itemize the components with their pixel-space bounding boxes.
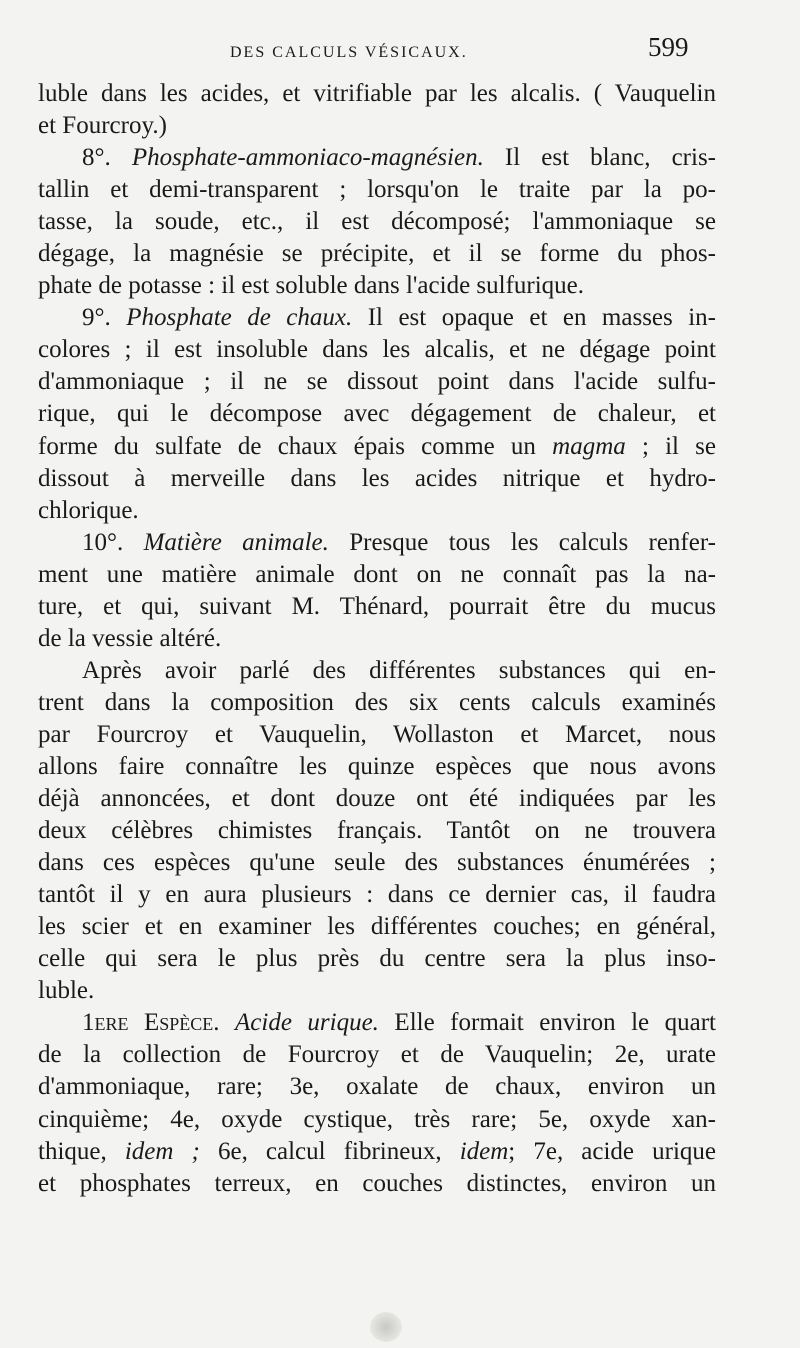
text-line: d'ammoniaque ; il ne se dissout point dans l'acide sulfu- (38, 368, 716, 396)
text-line: forme du sulfate de chaux épais comme un magma ; il se (38, 432, 716, 460)
text-line: d'ammoniaque, rare; 3e, oxalate de chaux, environ un (38, 1073, 716, 1101)
text-line: celle qui sera le plus près du centre sera la plus inso- (38, 945, 716, 973)
text-line: luble. (38, 977, 95, 1005)
text-line: trent dans la composition des six cents calculs examinés (38, 688, 716, 716)
text-line: allons faire connaître les quinze espèces que nous avons (38, 752, 716, 780)
text-line: rique, qui le décompose avec dégagement de chaleur, et (38, 400, 716, 428)
text-line: dissout à merveille dans les acides nitrique et hydro- (38, 464, 716, 492)
text-line: 8°. Phosphate-ammoniaco-magnésien. Il est blanc, cris- (82, 144, 716, 172)
text-line: deux célèbres chimistes français. Tantôt on ne trouvera (38, 817, 716, 845)
text-line: et phosphates terreux, en couches distinctes, environ un (38, 1169, 716, 1197)
text-line: phate de potasse : il est soluble dans l'acide sulfurique. (38, 272, 585, 300)
text-line: 9°. Phosphate de chaux. Il est opaque et en masses in- (82, 304, 716, 332)
text-line: tantôt il y en aura plusieurs : dans ce dernier cas, il faudra (38, 881, 716, 909)
body-text (38, 78, 716, 1200)
text-line: les scier et en examiner les différentes couches; en général, (38, 913, 716, 941)
text-line: luble dans les acides, et vitrifiable par les alcalis. ( Vauquelin (38, 80, 716, 107)
text-line: ment une matière animale dont on ne connaît pas la na- (38, 560, 716, 588)
text-line: dans ces espèces qu'une seule des substances énumérées ; (38, 849, 716, 877)
text-line: chlorique. (38, 496, 139, 524)
text-line: 10°. Matière animale. Presque tous les calculs renfer- (82, 528, 716, 556)
text-line: cinquième; 4e, oxyde cystique, très rare; 5e, oxyde xan- (38, 1105, 716, 1133)
text-line: thique, idem ; 6e, calcul fibrineux, idem; 7e, acide urique (38, 1137, 716, 1165)
text-line: de la vessie altéré. (38, 624, 222, 652)
text-line: dégage, la magnésie se précipite, et il se forme du phos- (38, 240, 716, 268)
text-line: ture, et qui, suivant M. Thénard, pourrait être du mucus (38, 592, 716, 620)
running-title: DES CALCULS VÉSICAUX. (230, 44, 468, 61)
text-line: Après avoir parlé des différentes substances qui en- (82, 656, 716, 684)
text-line: 1ere Espèce. Acide urique. Elle formait environ le quart (82, 1009, 716, 1037)
text-line: de la collection de Fourcroy et de Vauquelin; 2e, urate (38, 1041, 716, 1069)
text-line: déjà annoncées, et dont douze ont été indiquées par les (38, 785, 716, 813)
text-line: tallin et demi-transparent ; lorsqu'on le traite par la po- (38, 176, 716, 204)
text-line: et Fourcroy.) (38, 112, 167, 140)
page-header (0, 30, 800, 70)
text-line: tasse, la soude, etc., il est décomposé; l'ammoniaque se (38, 208, 716, 236)
text-line: par Fourcroy et Vauquelin, Wollaston et Marcet, nous (38, 720, 716, 748)
page-number: 599 (648, 32, 689, 62)
text-line: colores ; il est insoluble dans les alcalis, et ne dégage point (38, 336, 716, 364)
paper-stain (370, 1312, 402, 1342)
